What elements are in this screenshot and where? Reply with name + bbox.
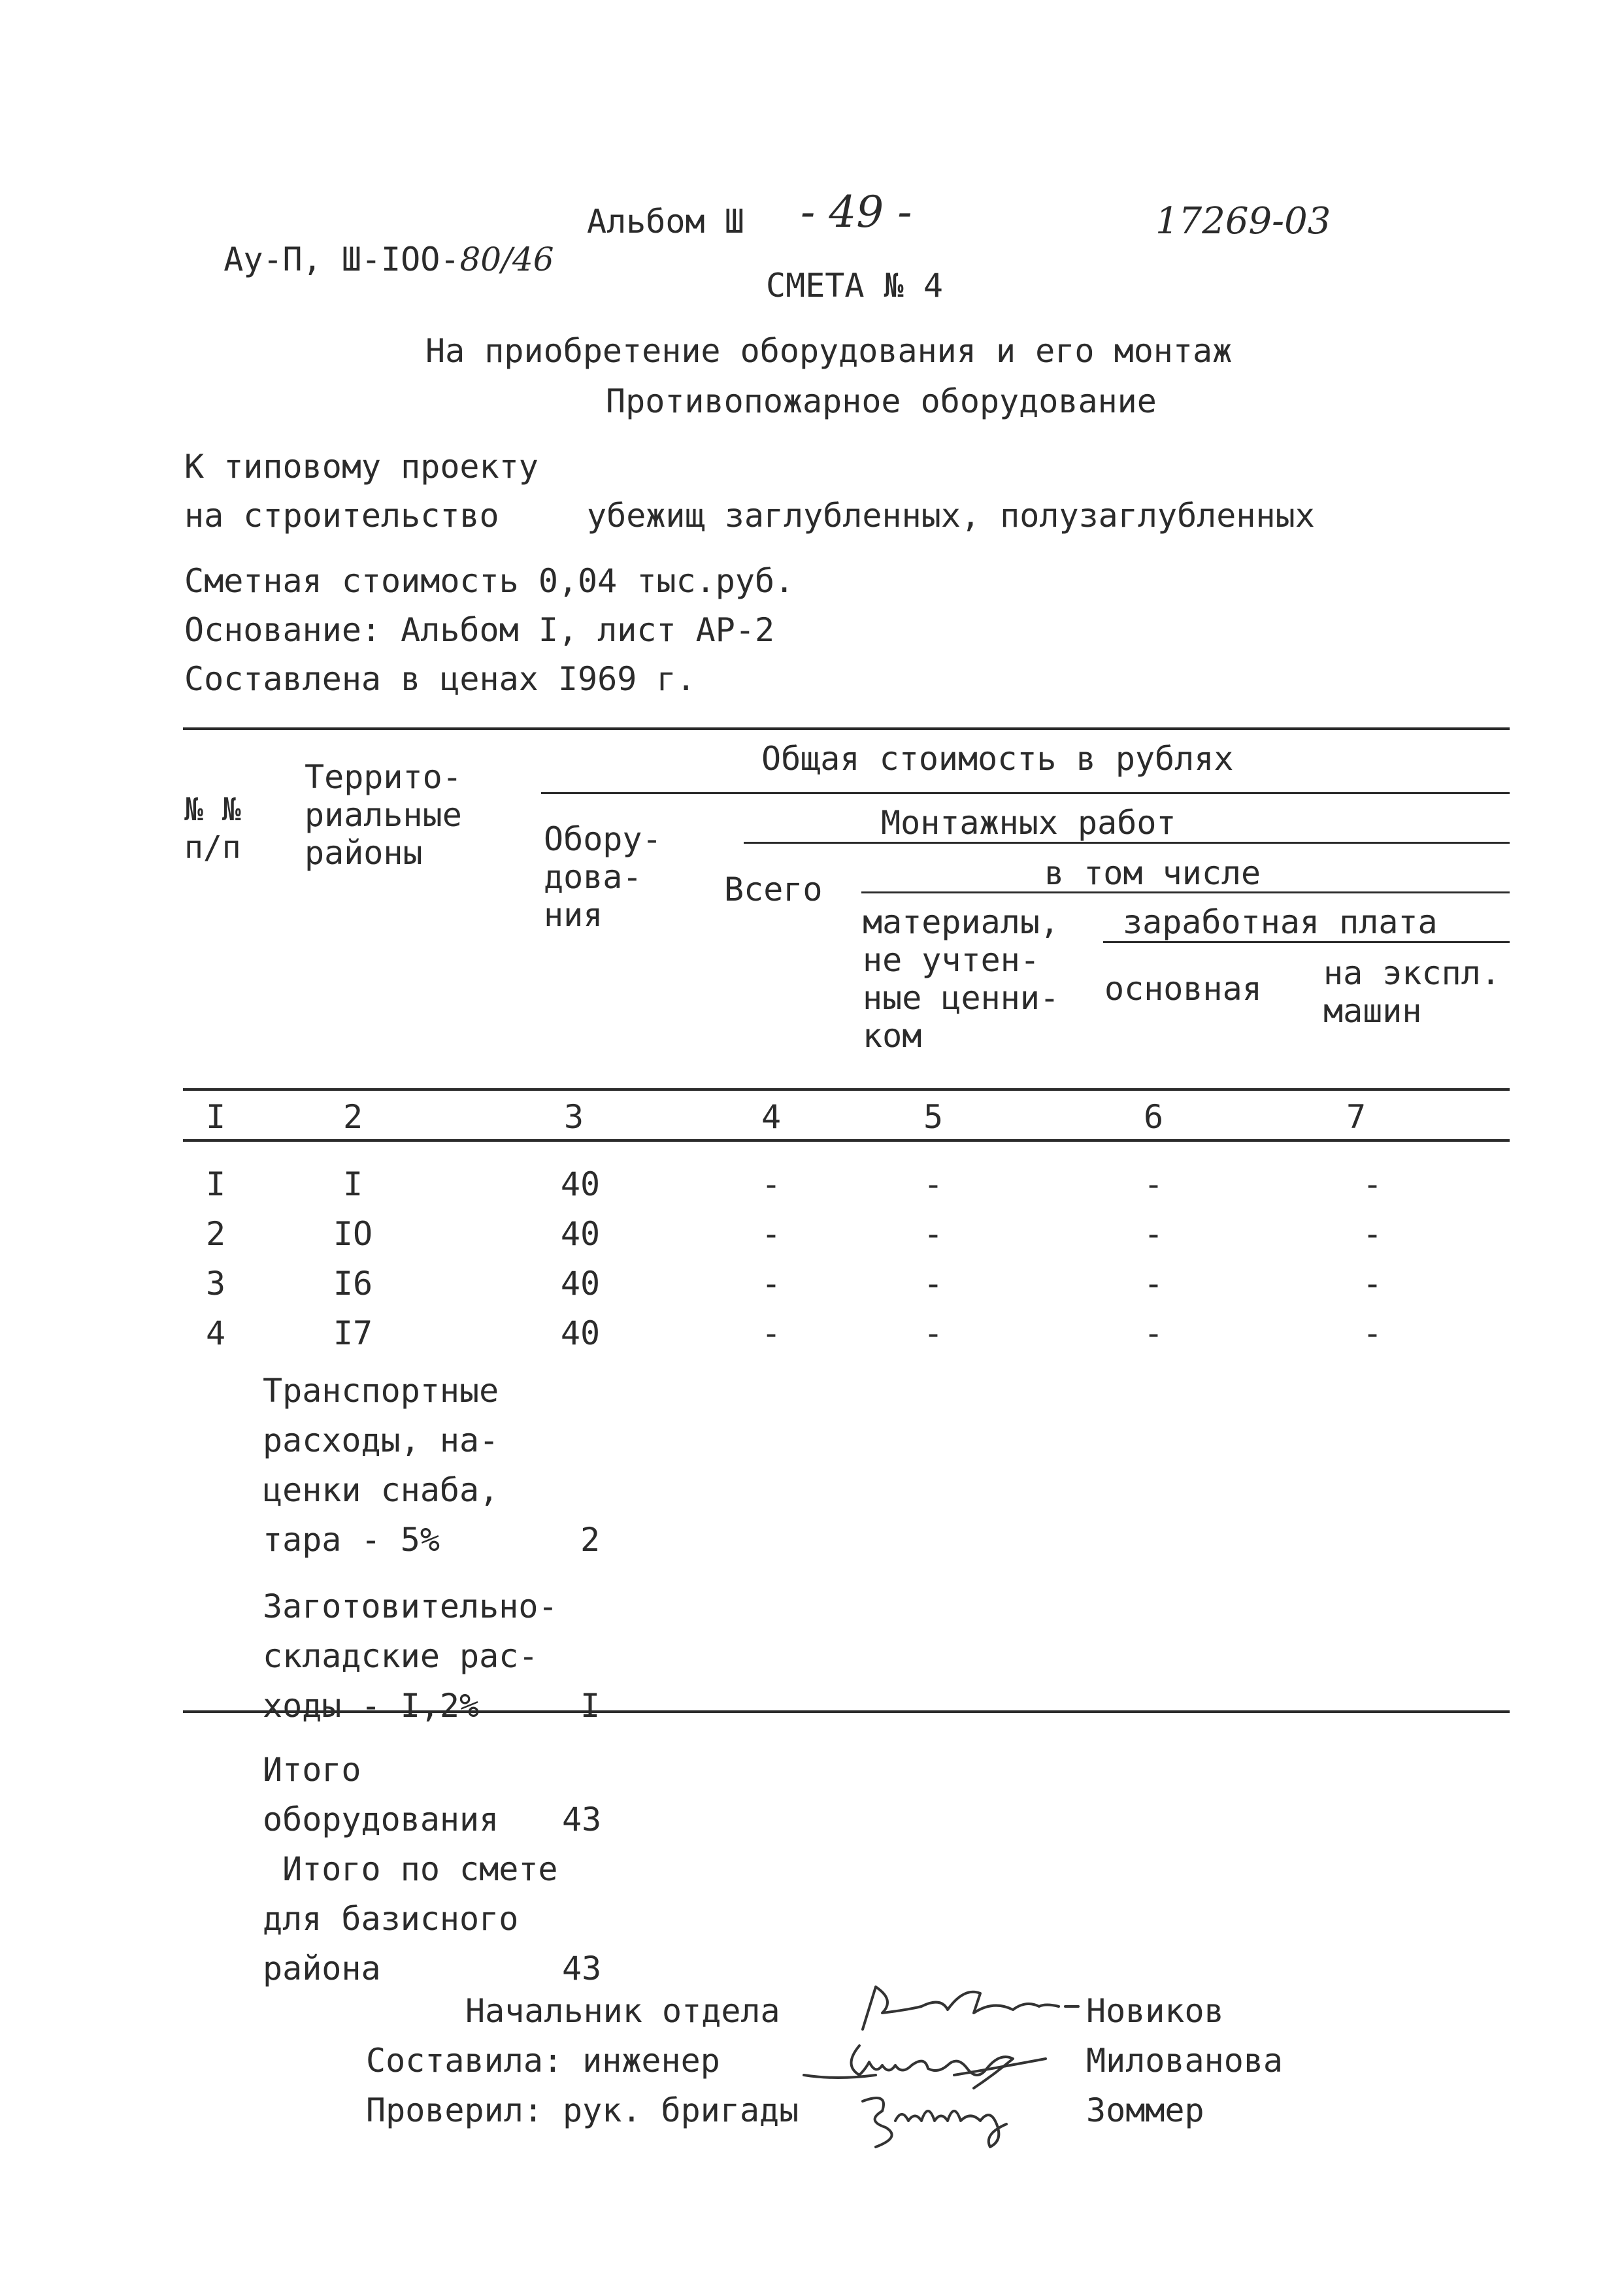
signature-name-head: Новиков bbox=[1086, 1992, 1224, 2030]
row-machines: - bbox=[1362, 1215, 1383, 1253]
row-machines: - bbox=[1362, 1314, 1383, 1352]
signature-role-checker: Проверил: рук. бригады bbox=[366, 2091, 799, 2129]
row-materials: - bbox=[923, 1215, 944, 1253]
basis: Основание: Альбом I, лист АР-2 bbox=[184, 611, 775, 649]
row-all: - bbox=[761, 1314, 782, 1352]
header-region: Террито- риальные районы bbox=[305, 758, 462, 872]
header-number: № № п/п bbox=[184, 791, 241, 866]
row-machines: - bbox=[1362, 1265, 1383, 1303]
row-region: I7 bbox=[333, 1314, 373, 1352]
col-number-6: 6 bbox=[1143, 1098, 1164, 1136]
row-number: 4 bbox=[205, 1314, 226, 1352]
col-number-2: 2 bbox=[342, 1098, 363, 1136]
total-equipment-label: Итого оборудования bbox=[263, 1751, 499, 1838]
project-value: убежищ заглубленных, полузаглубленных bbox=[587, 497, 1315, 535]
transport-costs-label: Транспортные расходы, на- ценки снаба, тара - 5% bbox=[263, 1372, 499, 1559]
album-label: Альбом Ш bbox=[587, 203, 744, 241]
signature-checker-mark bbox=[856, 2082, 1026, 2153]
album-code-handwritten: 80/46 bbox=[459, 241, 554, 278]
signature-name-author: Милованова bbox=[1086, 2042, 1284, 2080]
album-code-printed: Ау-П, Ш-IOO- bbox=[224, 241, 460, 278]
project-line-1: К типовому проекту bbox=[184, 448, 539, 486]
row-region: I bbox=[342, 1165, 363, 1203]
col-number-3: 3 bbox=[563, 1098, 584, 1136]
signature-name-checker: Зоммер bbox=[1086, 2091, 1204, 2129]
rule-under-total bbox=[541, 792, 1510, 794]
row-region: IO bbox=[333, 1215, 373, 1253]
col-number-4: 4 bbox=[761, 1098, 782, 1136]
row-region: I6 bbox=[333, 1265, 373, 1303]
col-number-7: 7 bbox=[1346, 1098, 1367, 1136]
col-number-5: 5 bbox=[923, 1098, 944, 1136]
estimate-heading: СМЕТА № 4 bbox=[766, 267, 943, 305]
project-label: на строительство bbox=[184, 497, 499, 535]
estimate-category: Противопожарное оборудование bbox=[606, 382, 1157, 420]
row-equipment: 40 bbox=[560, 1265, 601, 1303]
header-all: Всего bbox=[724, 871, 823, 908]
signature-head-mark bbox=[850, 1974, 1085, 2033]
row-number: 2 bbox=[205, 1215, 226, 1253]
header-bottom-rule bbox=[183, 1088, 1510, 1091]
estimated-cost: Сметная стоимость 0,04 тыс.руб. bbox=[184, 562, 795, 600]
header-basic-wages: основная bbox=[1104, 970, 1262, 1008]
header-total-cost: Общая стоимость в рублях bbox=[761, 740, 1234, 778]
procurement-costs-value: I bbox=[580, 1687, 601, 1725]
row-number: I bbox=[205, 1165, 226, 1203]
row-materials: - bbox=[923, 1265, 944, 1303]
header-equipment: Обору- дова- ния bbox=[544, 820, 662, 934]
table-top-rule bbox=[183, 727, 1510, 730]
row-equipment: 40 bbox=[560, 1215, 601, 1253]
row-basic-wages: - bbox=[1143, 1215, 1164, 1253]
transport-costs-value: 2 bbox=[580, 1521, 601, 1559]
row-equipment: 40 bbox=[560, 1165, 601, 1203]
album-code bbox=[184, 203, 554, 278]
row-basic-wages: - bbox=[1143, 1165, 1164, 1203]
row-materials: - bbox=[923, 1165, 944, 1203]
total-estimate-label: Итого по смете для базисного района bbox=[263, 1850, 558, 1987]
rule-under-installation bbox=[744, 842, 1510, 844]
page-number: - 49 - bbox=[801, 187, 912, 237]
header-materials: материалы, не учтен- ные ценни- ком bbox=[863, 903, 1060, 1055]
signature-role-author: Составила: инженер bbox=[366, 2042, 720, 2080]
header-installation: Монтажных работ bbox=[881, 804, 1176, 842]
row-all: - bbox=[761, 1215, 782, 1253]
header-wages: заработная плата bbox=[1123, 903, 1438, 941]
row-basic-wages: - bbox=[1143, 1314, 1164, 1352]
col-number-1: I bbox=[205, 1098, 226, 1136]
row-machines: - bbox=[1362, 1165, 1383, 1203]
row-basic-wages: - bbox=[1143, 1265, 1164, 1303]
header-machines: на экспл. машин bbox=[1323, 954, 1500, 1030]
row-equipment: 40 bbox=[560, 1314, 601, 1352]
row-materials: - bbox=[923, 1314, 944, 1352]
price-basis: Составлена в ценах I969 г. bbox=[184, 660, 696, 698]
total-equipment-value: 43 bbox=[562, 1801, 602, 1838]
total-estimate-value: 43 bbox=[562, 1950, 602, 1987]
procurement-costs-label: Заготовительно- складские рас- ходы - I,2% bbox=[263, 1588, 558, 1725]
row-all: - bbox=[761, 1265, 782, 1303]
estimate-subtitle: На приобретение оборудования и его монтаж bbox=[425, 332, 1233, 370]
document-number: 17269-03 bbox=[1155, 200, 1331, 242]
row-all: - bbox=[761, 1165, 782, 1203]
header-including: в том числе bbox=[1044, 854, 1261, 892]
signature-role-head: Начальник отдела bbox=[465, 1992, 780, 2030]
rule-under-wages bbox=[1103, 941, 1510, 943]
row-number: 3 bbox=[205, 1265, 226, 1303]
col-numbers-rule bbox=[183, 1139, 1510, 1142]
